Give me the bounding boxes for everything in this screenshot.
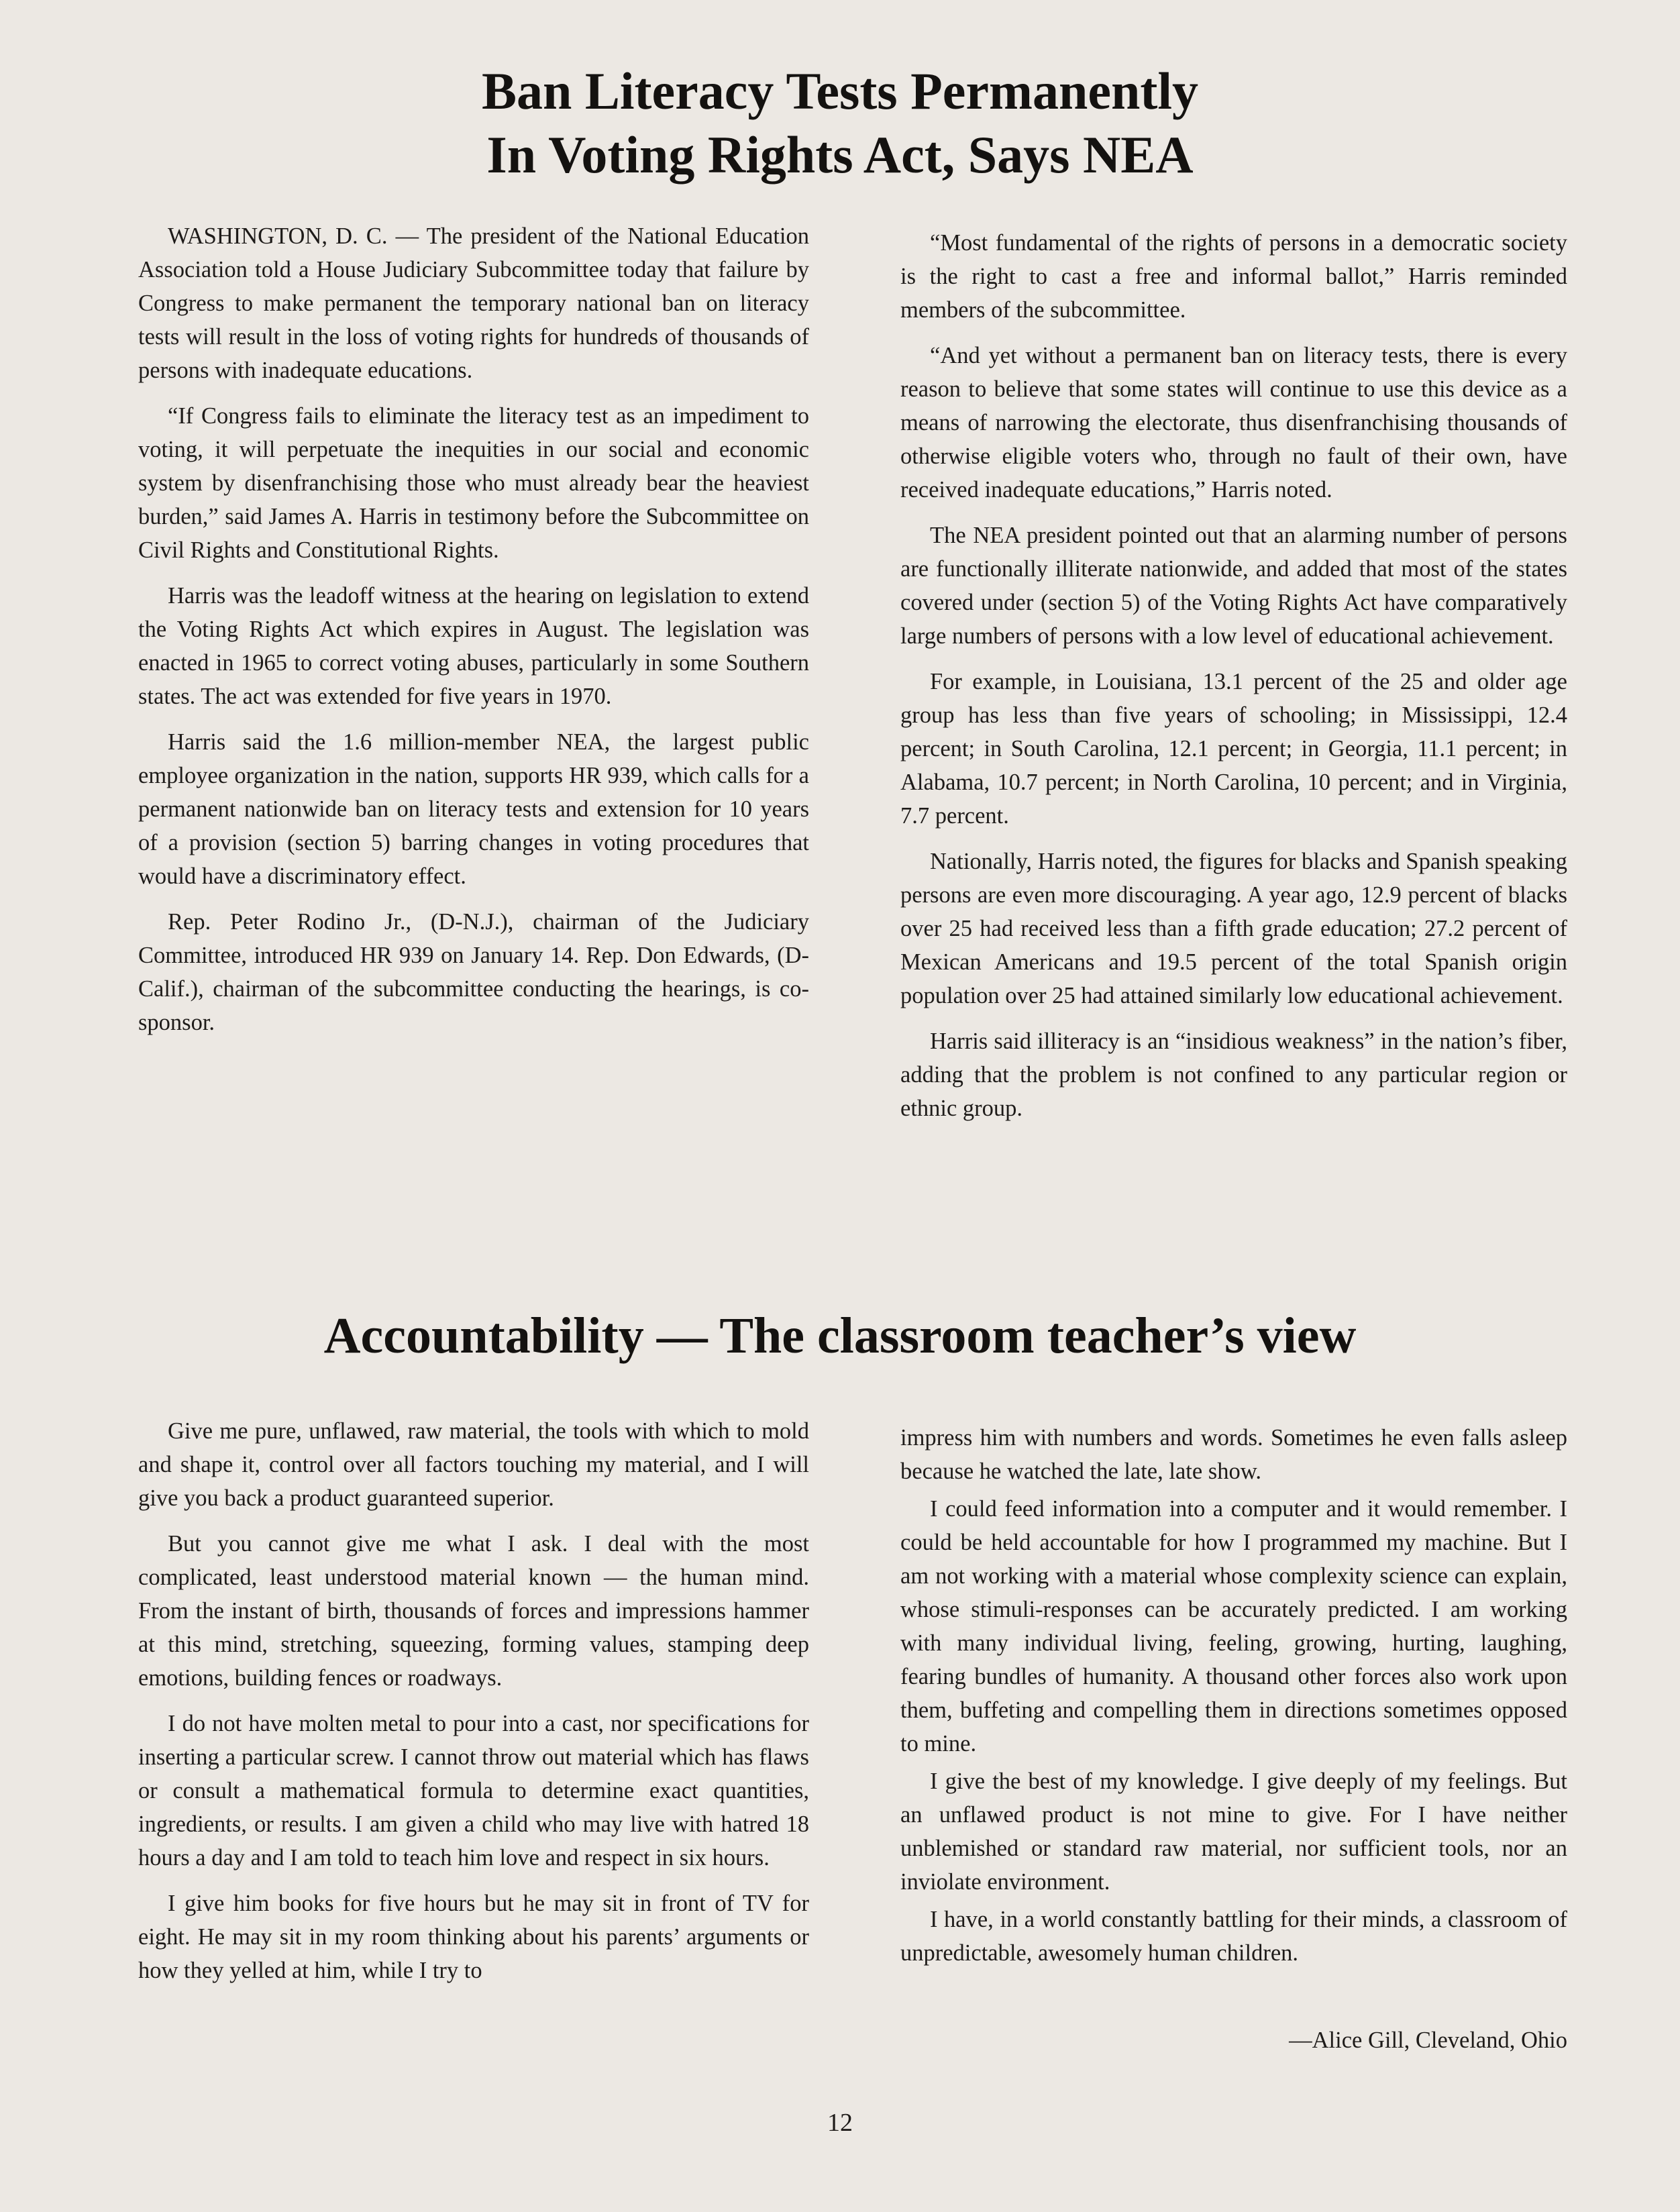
paragraph: “And yet without a permanent ban on literacy tests, there is every reason to believe that some states will continue to use this device as a means of narrowing the electorate, thus disenfranchising thousands of otherwise eligible voters who, through no fault of their own, have received inadequate educations,” Harris noted.: [900, 343, 1567, 503]
page-number: 12: [827, 2109, 853, 2137]
paragraph: “Most fundamental of the rights of persons in a democratic society is the right to cast a free and informal ballot,” Harris reminded members of the subcommittee.: [900, 230, 1567, 323]
paragraph: Nationally, Harris noted, the figures for blacks and Spanish speaking persons are even more discouraging. A year ago, 12.9 percent of blacks over 25 had received less than a fifth grade education; 27.2 percent of Mexican Americans and 19.5 percent of the total Spanish origin population over 25 had attained similarly low educational achievement.: [900, 849, 1567, 1008]
paragraph: The NEA president pointed out that an alarming number of persons are functionally illiterate nationwide, and added that most of the states covered under (section 5) of the Voting Rights Act have comparatively large numbers of persons with a low level of educational achievement.: [900, 523, 1567, 649]
article-1-column-1: [138, 219, 809, 1051]
paragraph: WASHINGTON, D. C. — The president of the National Education Association told a House Judiciary Subcommittee today that failure by Congress to make permanent the temporary national ban on literacy tests will result in the loss of voting rights for hundreds of thousands of persons with inadequate educations.: [138, 223, 809, 383]
paragraph: I do not have molten metal to pour into a cast, nor specifications for inserting a particular screw. I cannot throw out material which has flaws or consult a mathematical formula to determine exact quantities, ingredients, or results. I am given a child who may live with hatred 18 hours a day and I am told to teach him love and respect in six hours.: [138, 1711, 809, 1871]
paragraph: I give the best of my knowledge. I give deeply of my feelings. But an unflawed product is not mine to give. For I have neither unblemished or standard raw material, nor sufficient tools, nor an inviolate environment.: [900, 1769, 1567, 1895]
paragraph: Rep. Peter Rodino Jr., (D-N.J.), chairman of the Judiciary Committee, introduced HR 939 on January 14. Rep. Don Edwards, (D-Calif.), chairman of the subcommittee conducting the hearings, is co-sponsor.: [138, 909, 809, 1035]
article-2-column-2: [900, 1421, 1567, 1974]
paragraph: Harris said the 1.6 million-member NEA, the largest public employee organization in the nation, supports HR 939, which calls for a permanent nationwide ban on literacy tests and extension for 10 years of a provision (section 5) barring changes in voting procedures that would have a discriminatory effect.: [138, 729, 809, 889]
article-1-column-2: [900, 226, 1567, 1137]
paragraph: I could feed information into a computer and it would remember. I could be held accountable for how I programmed my machine. But I am not working with a material whose complexity science can explain, whose stimuli-responses can be accurately predicted. I am working with many individual living, feeling, growing, hurting, laughing, fearing bundles of humanity. A thousand other forces also work upon them, buffeting and compelling them in directions sometimes opposed to mine.: [900, 1496, 1567, 1756]
paragraph: I give him books for five hours but he may sit in front of TV for eight. He may sit in my room thinking about his parents’ arguments or how they yelled at him, while I try to: [138, 1891, 809, 1983]
paragraph: Give me pure, unflawed, raw material, the tools with which to mold and shape it, control over all factors touching my material, and I will give you back a product guaranteed superior.: [138, 1418, 809, 1511]
paragraph: For example, in Louisiana, 13.1 percent of the 25 and older age group has less than five years of schooling; in Mississippi, 12.4 percent; in South Carolina, 12.1 percent; in Georgia, 11.1 percent; in Alabama, 10.7 percent; in North Carolina, 10 percent; and in Virginia, 7.7 percent.: [900, 669, 1567, 829]
headline-line-2: In Voting Rights Act, Says NEA: [486, 125, 1194, 184]
paragraph: Harris said illiteracy is an “insidious weakness” in the nation’s fiber, adding that the problem is not confined to any particular region or ethnic group.: [900, 1029, 1567, 1121]
headline-line-1: Ban Literacy Tests Permanently: [481, 62, 1199, 120]
paragraph: impress him with numbers and words. Sometimes he even falls asleep because he watched the late, late show.: [900, 1425, 1567, 1484]
paragraph: “If Congress fails to eliminate the literacy test as an impediment to voting, it will perpetuate the inequities in our social and economic system by disenfranchising those who must already bear the heaviest burden,” said James A. Harris in testimony before the Subcommittee on Civil Rights and Constitutional Rights.: [138, 403, 809, 563]
paragraph: I have, in a world constantly battling for their minds, a classroom of unpredictable, awesomely human children.: [900, 1907, 1567, 1966]
author-signature: —Alice Gill, Cleveland, Ohio: [1289, 2027, 1567, 2053]
paragraph: But you cannot give me what I ask. I deal with the most complicated, least understood material known — the human mind. From the instant of birth, thousands of forces and impressions hammer at this mind, stretching, squeezing, forming values, stamping deep emotions, building fences or roadways.: [138, 1531, 809, 1691]
paragraph: Harris was the leadoff witness at the hearing on legislation to extend the Voting Rights Act which expires in August. The legislation was enacted in 1965 to correct voting abuses, particularly in some Southern states. The act was extended for five years in 1970.: [138, 583, 809, 709]
article-1-headline: [0, 59, 1680, 187]
article-2-headline: Accountability — The classroom teacher’s view: [323, 1308, 1357, 1364]
article-2-column-1: [138, 1414, 809, 1999]
